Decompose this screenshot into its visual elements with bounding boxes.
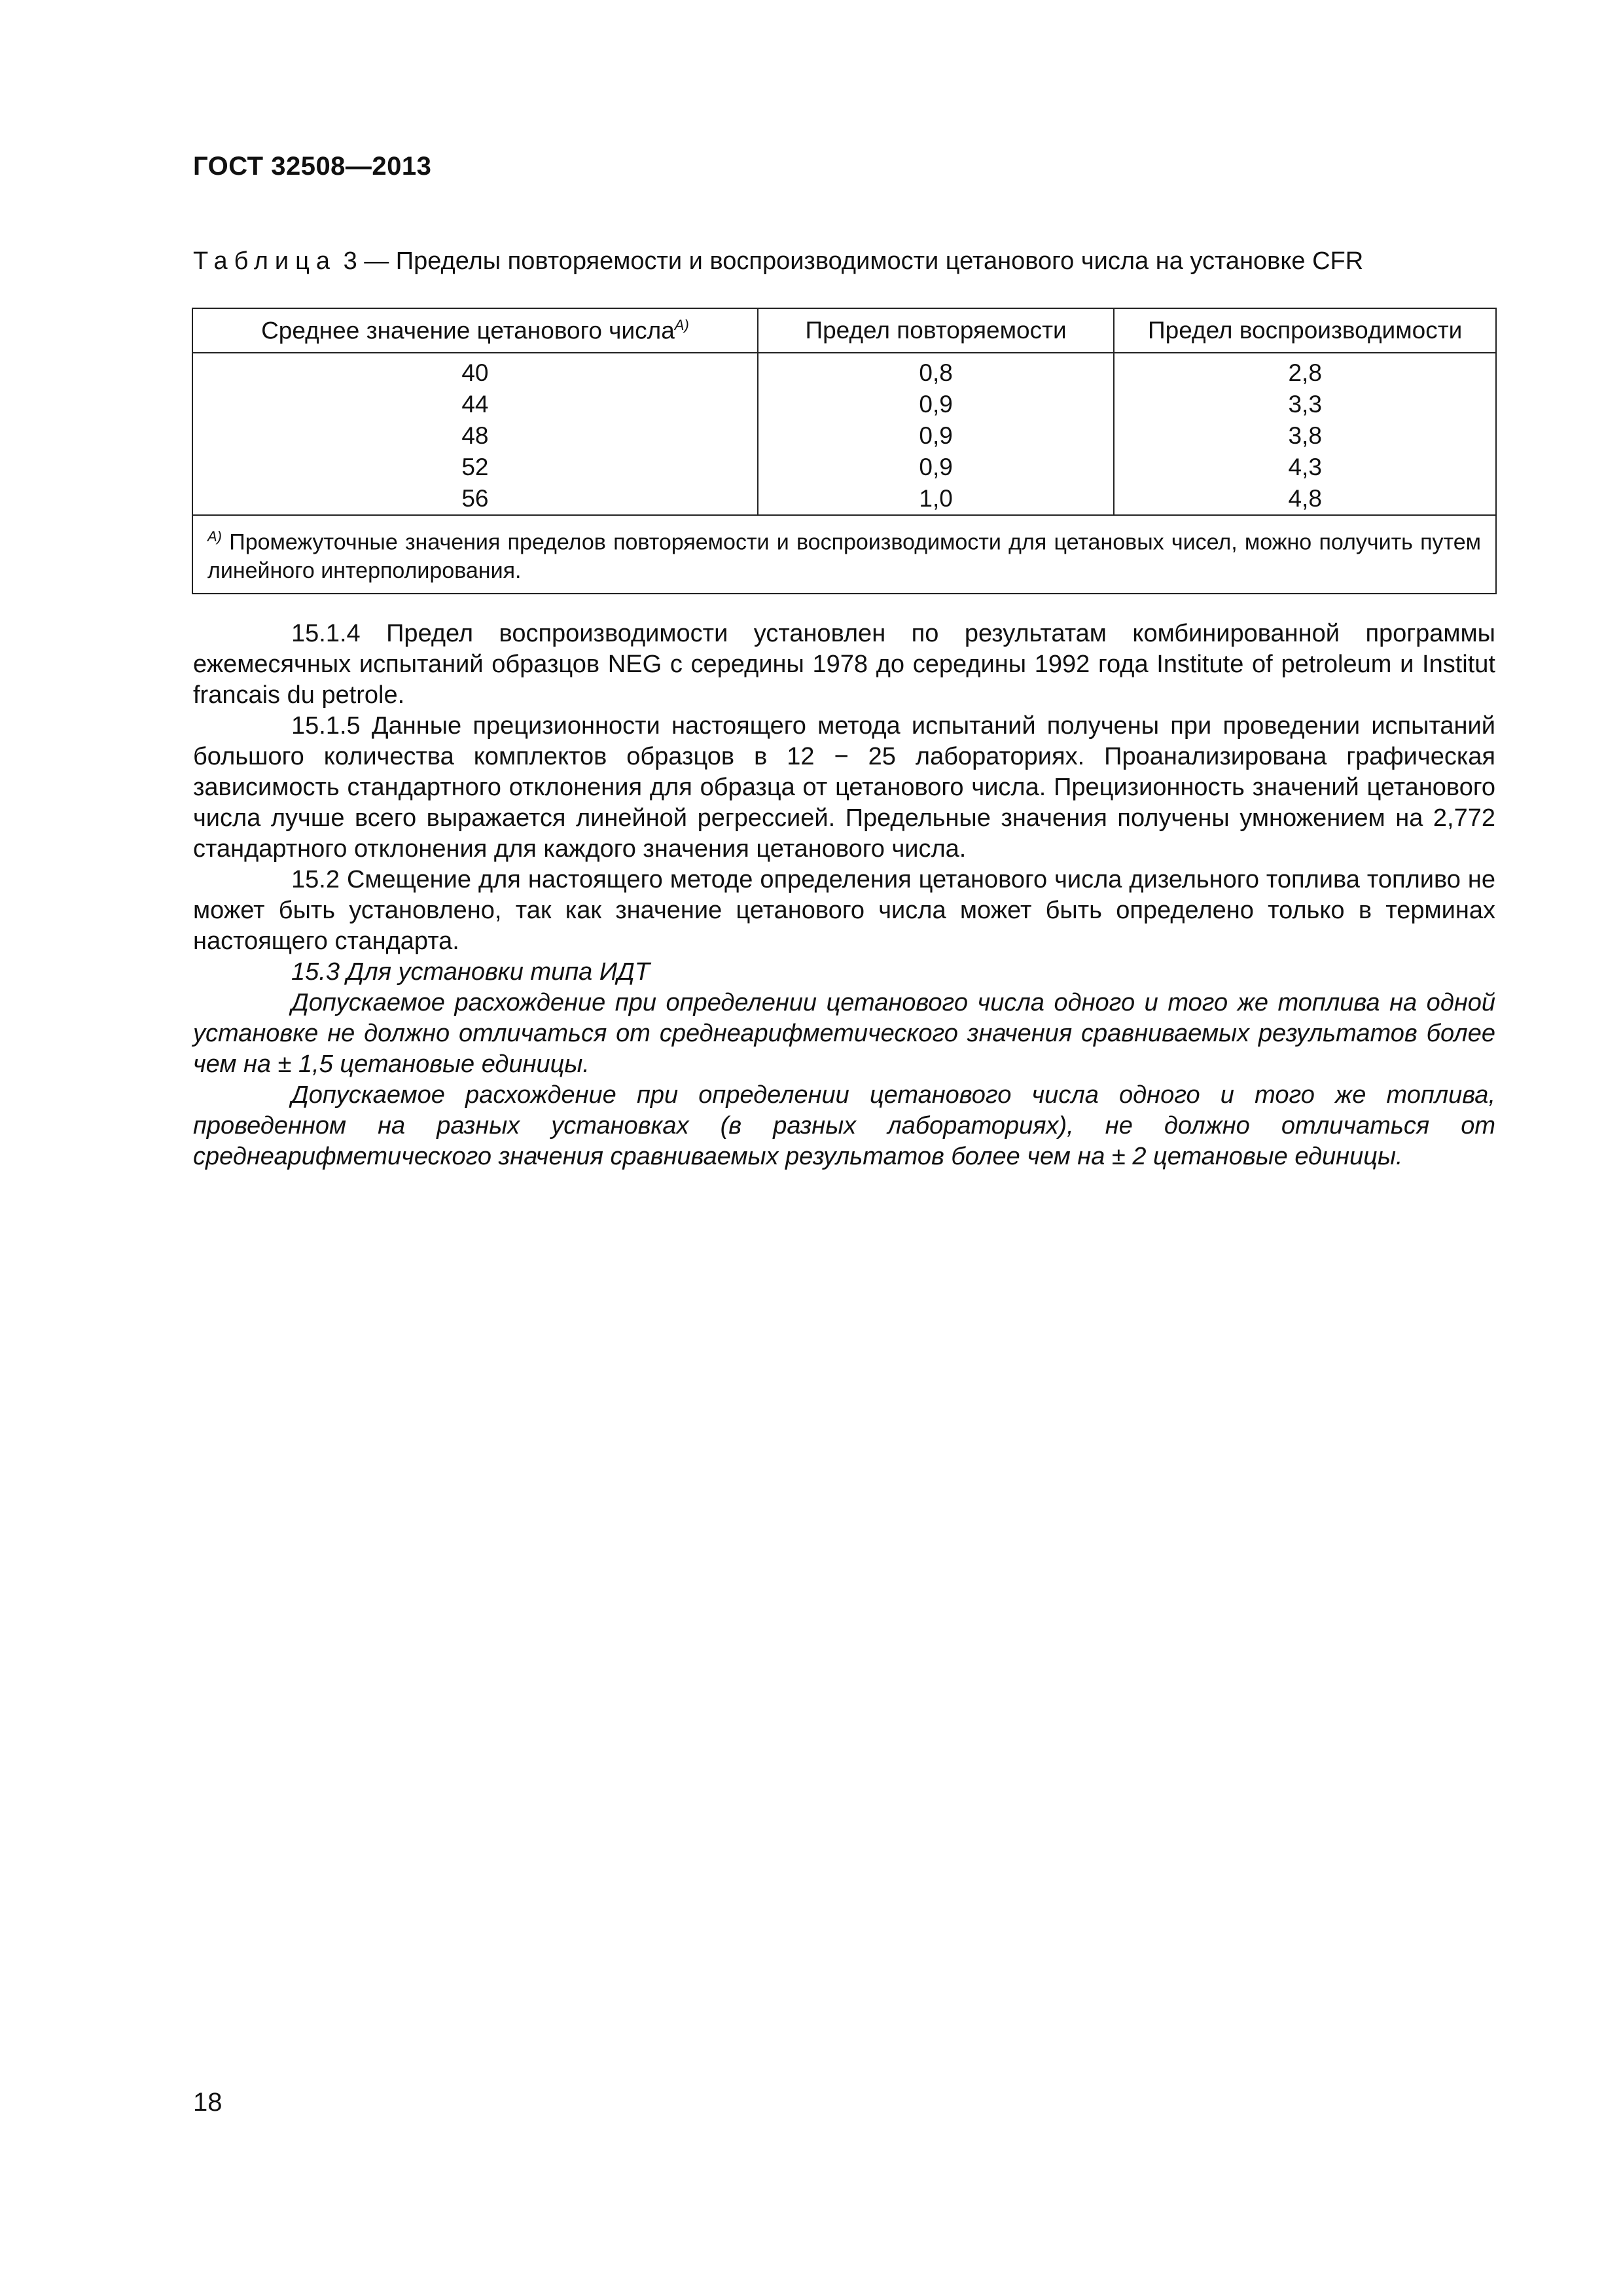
- repeatability-value: 0,9: [919, 454, 953, 480]
- paragraph-single-unit-tolerance: Допускаемое расхождение при определении цетанового числа одного и того же топлива на одной установке не должно отличаться от среднеарифметического значения сравниваемых результатов более чем на ± 1,5 цетановые единицы.: [193, 989, 1495, 1078]
- cetane-value: 56: [461, 485, 489, 512]
- paragraph-15-2: 15.2 Смещение для настоящего методе определения цетанового числа дизельного топлива топливо не может быть установлено, так как значение цетанового числа может быть определено только в терминах настоящего стандарта.: [193, 866, 1495, 955]
- table-caption-text: 3 — Пределы повторяемости и воспроизводимости цетанового числа на установке CFR: [343, 247, 1364, 275]
- reproducibility-value: 3,3: [1288, 391, 1322, 418]
- reproducibility-value: 3,8: [1288, 422, 1322, 449]
- document-header: ГОСТ 32508—2013: [193, 152, 432, 181]
- reproducibility-value: 2,8: [1288, 359, 1322, 386]
- precision-table: [192, 308, 1497, 594]
- cetane-value: 48: [461, 422, 489, 449]
- table-caption: [193, 247, 1363, 276]
- reproducibility-value: 4,3: [1288, 454, 1322, 480]
- table-header-row: [192, 308, 1496, 353]
- table-footnote: [192, 515, 1496, 594]
- header-mean-cetane-label: Среднее значение цетанового числа: [261, 317, 675, 344]
- paragraph-15-3-heading: 15.3 Для установки типа ИДТ: [291, 958, 650, 986]
- cetane-value: 52: [461, 454, 489, 480]
- repeatability-value: 1,0: [919, 485, 953, 512]
- table-data-row: [192, 353, 1496, 515]
- body-text: [193, 619, 1495, 1172]
- table-note-row: [192, 515, 1496, 594]
- repeatability-value: 0,9: [919, 422, 953, 449]
- page-number: 18: [193, 2088, 223, 2117]
- header-footnote-mark: А): [674, 316, 689, 333]
- reproducibility-column: [1114, 353, 1496, 515]
- table-caption-label: Таблица: [193, 247, 336, 275]
- header-mean-cetane: [192, 308, 758, 353]
- footnote-text: Промежуточные значения пределов повторяемости и воспроизводимости для цетановых чисел, можно получить путем линейного интерполирования.: [207, 529, 1481, 584]
- cetane-value: 44: [461, 391, 489, 418]
- paragraph-15-1-5: 15.1.5 Данные прецизионности настоящего метода испытаний получены при проведении испытаний большого количества комплектов образцов в 12 − 25 лабораториях. Проанализирована графическая зависимость стандартного отклонения для образца от цетанового числа. Прецизионность значений цетанового числа лучше всего выражается линейной регрессией. Предельные значения получены умножением на 2,772 стандартного отклонения для каждого значения цетанового числа.: [193, 712, 1495, 863]
- repeatability-value: 0,9: [919, 391, 953, 418]
- header-repeatability: Предел повторяемости: [758, 308, 1115, 353]
- paragraph-multi-unit-tolerance: Допускаемое расхождение при определении цетанового числа одного и того же топлива, проведенном на разных установках (в разных лабораториях), не должно отличаться от среднеарифметического значения сравниваемых результатов более чем на ± 2 цетановые единицы.: [193, 1081, 1495, 1170]
- repeatability-value: 0,8: [919, 359, 953, 386]
- repeatability-column: [758, 353, 1115, 515]
- header-reproducibility: Предел воспроизводимости: [1114, 308, 1496, 353]
- cetane-value: 40: [461, 359, 489, 386]
- footnote-mark: А): [207, 528, 222, 545]
- paragraph-15-1-4: 15.1.4 Предел воспроизводимости установлен по результатам комбинированной программы ежемесячных испытаний образцов NEG с середины 1978 до середины 1992 года Institute of petroleum и Institut francais du petrole.: [193, 620, 1495, 709]
- cetane-column: [192, 353, 758, 515]
- reproducibility-value: 4,8: [1288, 485, 1322, 512]
